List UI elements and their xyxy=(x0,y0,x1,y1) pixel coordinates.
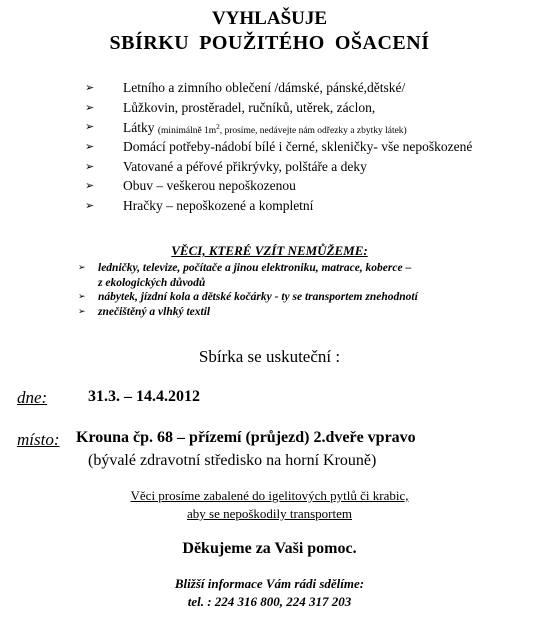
arrowhead-bullet-icon: ➢ xyxy=(85,159,95,173)
collection-title xyxy=(0,32,539,55)
arrowhead-bullet-icon: ➢ xyxy=(78,306,86,317)
rejected-items-heading: VĚCI, KTERÉ VZÍT NEMŮŽEME: xyxy=(171,243,368,258)
arrowhead-bullet-icon: ➢ xyxy=(85,120,95,134)
item-text: Obuv – veškerou nepoškozenou xyxy=(123,178,296,194)
item-text: Lůžkovin, prostěradel, ručníků, utěrek, záclon, xyxy=(123,99,376,115)
arrowhead-bullet-icon: ➢ xyxy=(85,100,95,114)
arrowhead-bullet-icon: ➢ xyxy=(85,140,95,154)
list-item xyxy=(78,305,418,320)
thanks-text: Děkujeme za Vaši pomoc. xyxy=(182,540,357,557)
announcement-heading: VYHLAŠUJE xyxy=(211,8,328,29)
item-text: Letního a zimního oblečení /dámské, pánské,dětské/ xyxy=(123,80,406,95)
list-item xyxy=(85,137,472,157)
list-item xyxy=(85,196,472,216)
arrowhead-bullet-icon: ➢ xyxy=(78,263,86,273)
title-word-3: OŠACENÍ xyxy=(334,32,430,54)
list-item xyxy=(85,157,472,177)
list-item xyxy=(85,117,472,137)
arrowhead-bullet-icon: ➢ xyxy=(85,199,95,213)
list-item xyxy=(85,78,472,98)
item-text: Látky xyxy=(123,120,155,136)
arrowhead-bullet-icon: ➢ xyxy=(85,179,95,193)
packing-note-line-2: aby se nepoškodily transportem xyxy=(187,506,352,521)
item-text: nábytek, jízdní kola a dětské kočárky - ty se transportem znehodnotí xyxy=(98,291,418,303)
accepted-items-list xyxy=(85,78,472,216)
arrowhead-bullet-icon: ➢ xyxy=(85,81,95,94)
rejected-items-list xyxy=(78,261,418,319)
packing-note-line-1: Věci prosíme zabalené do igelitových pytlů či krabic, xyxy=(130,488,409,503)
item-text: ledničky, televize, počítače a jinou elektroniku, matrace, koberce – xyxy=(98,262,412,274)
list-item xyxy=(78,261,418,290)
list-item xyxy=(85,98,472,118)
date-label: dne: xyxy=(17,388,48,407)
arrowhead-bullet-icon: ➢ xyxy=(78,292,86,302)
title-word-1: SBÍRKU xyxy=(109,32,190,54)
item-text: Vatované a péřové přikrývky, polštáře a deky xyxy=(123,158,367,174)
place-label: místo: xyxy=(17,430,60,449)
item-text: Domácí potřeby-nádobí bílé i černé, skleničky- vše nepoškozené xyxy=(123,139,473,155)
date-value: 31.3. – 14.4.2012 xyxy=(88,388,200,405)
place-note: (bývalé zdravotní středisko na horní Krouně) xyxy=(88,452,377,469)
list-item xyxy=(78,290,418,305)
item-text-continued: z ekologických důvodů xyxy=(98,276,206,289)
place-value: Krouna čp. 68 – přízemí (průjezd) 2.dveře vpravo xyxy=(76,429,416,446)
phone-numbers: tel. : 224 316 800, 224 317 203 xyxy=(187,594,352,609)
item-text: Hračky – nepoškozené a kompletní xyxy=(123,198,314,214)
list-item xyxy=(85,176,472,196)
title-word-2: POUŽITÉHO xyxy=(199,32,325,54)
collection-held-text: Sbírka se uskuteční : xyxy=(198,347,341,366)
item-note: (minimálně $1m^2$, prosíme, nedávejte nám odřezky a zbytky látek) xyxy=(157,122,407,136)
item-text: znečištěný a vlhký textil xyxy=(98,305,211,318)
info-text: Bližší informace Vám rádi sdělíme: xyxy=(174,576,365,591)
